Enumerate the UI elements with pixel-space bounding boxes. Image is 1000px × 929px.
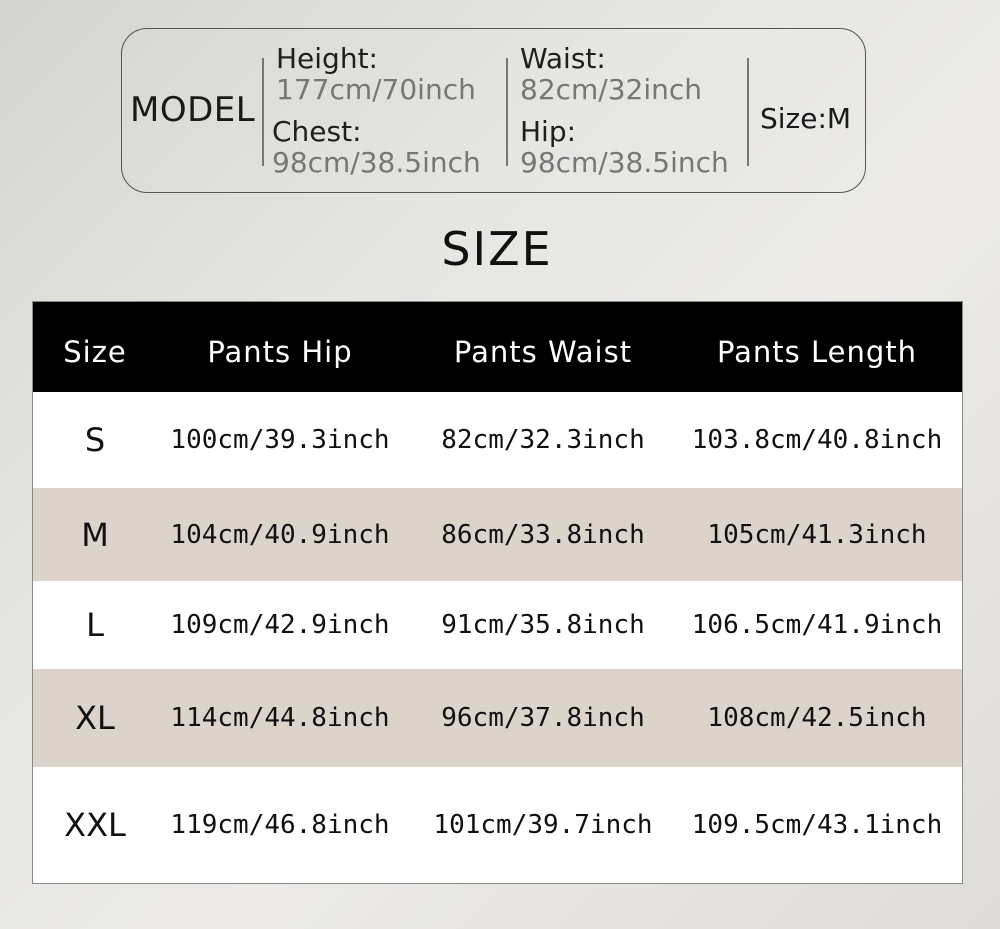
size-table bbox=[32, 301, 963, 884]
cell-waist: 86cm/33.8inch bbox=[441, 519, 645, 550]
table-row bbox=[33, 767, 962, 882]
cell-waist: 101cm/39.7inch bbox=[433, 809, 653, 840]
cell-length: 109.5cm/43.1inch bbox=[691, 809, 943, 840]
table-row bbox=[33, 669, 962, 767]
cell-size: L bbox=[86, 606, 104, 644]
cell-size: M bbox=[81, 515, 109, 554]
header-size: Size bbox=[63, 335, 127, 369]
hip-key: Hip: bbox=[520, 115, 577, 148]
cell-hip: 119cm/46.8inch bbox=[170, 809, 390, 840]
table-row bbox=[33, 581, 962, 669]
cell-length: 108cm/42.5inch bbox=[707, 703, 927, 733]
chest-key: Chest: bbox=[272, 115, 362, 148]
hip-value: 98cm/38.5inch bbox=[520, 146, 729, 179]
cell-waist: 82cm/32.3inch bbox=[441, 425, 645, 455]
cell-size: S bbox=[84, 421, 106, 459]
header-pants-length: Pants Length bbox=[716, 335, 918, 369]
cell-size: XL bbox=[75, 699, 115, 737]
table-row bbox=[33, 392, 962, 488]
cell-hip: 114cm/44.8inch bbox=[170, 703, 390, 733]
cell-length: 106.5cm/41.9inch bbox=[691, 610, 943, 640]
chest-value: 98cm/38.5inch bbox=[272, 146, 481, 179]
cell-waist: 96cm/37.8inch bbox=[441, 703, 645, 733]
table-row bbox=[33, 488, 962, 581]
table-header bbox=[33, 302, 962, 392]
cell-hip: 109cm/42.9inch bbox=[170, 610, 390, 640]
cell-size: XXL bbox=[64, 805, 126, 844]
cell-hip: 100cm/39.3inch bbox=[170, 425, 390, 455]
cell-length: 105cm/41.3inch bbox=[707, 519, 927, 550]
cell-length: 103.8cm/40.8inch bbox=[691, 425, 943, 455]
header-pants-waist: Pants Waist bbox=[453, 335, 633, 369]
waist-key: Waist: bbox=[520, 42, 606, 75]
model-label: MODEL bbox=[130, 90, 256, 130]
divider bbox=[262, 58, 264, 166]
cell-waist: 91cm/35.8inch bbox=[441, 610, 645, 640]
divider bbox=[506, 58, 508, 166]
model-size: Size:M bbox=[760, 102, 852, 135]
header-pants-hip: Pants Hip bbox=[207, 335, 353, 369]
height-value: 177cm/70inch bbox=[276, 73, 476, 106]
waist-value: 82cm/32inch bbox=[520, 73, 703, 106]
height-key: Height: bbox=[276, 42, 378, 75]
cell-hip: 104cm/40.9inch bbox=[170, 519, 390, 550]
page-title: SIZE bbox=[441, 222, 553, 276]
divider bbox=[747, 58, 749, 166]
